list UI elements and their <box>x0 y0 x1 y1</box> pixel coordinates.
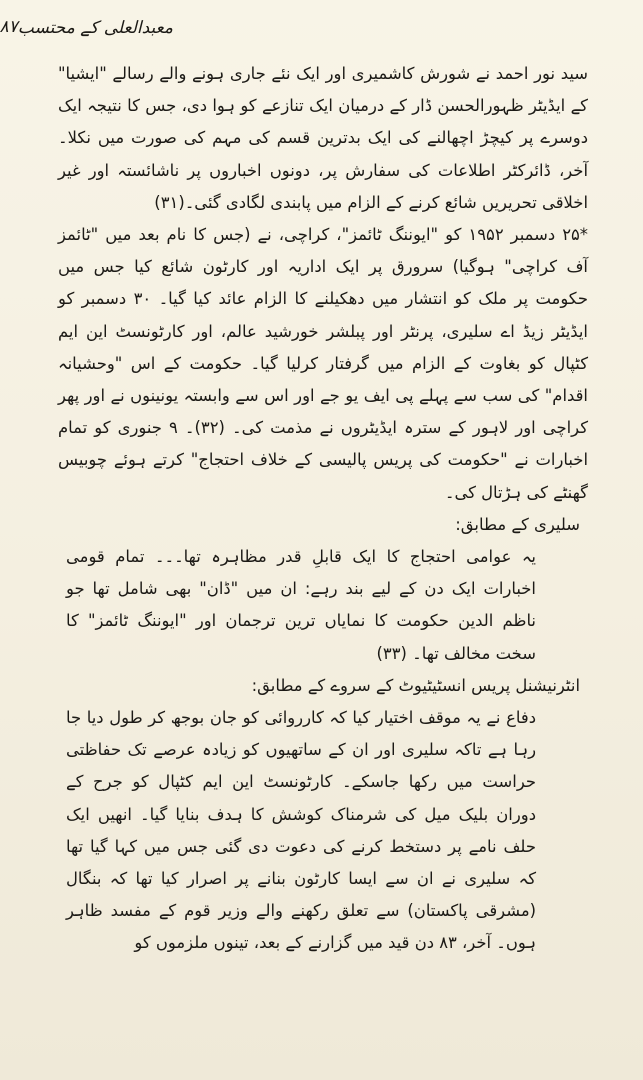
block-quote: دفاع نے یہ موقف اختیار کیا کہ کارروائی کو جان بوجھ کر طول دیا جا رہا ہے تاکہ سلیری اور ان کے ساتھیوں کو زیادہ عرصے تک حفاظتی حراست میں رکھا جاسکے۔ کارٹونسٹ این ایم کٹپال کو جرح کے دوران بلیک میل کی شرمناک کوشش کا ہدف بنایا گیا۔ انھیں ایک حلف نامے پر دستخط کرنے کی دعوت دی گئی جس میں کہا گیا تھا کہ سلیری نے ان سے ایسا کارٹون بنانے پر اصرار کیا تھا کہ بنگال (مشرقی پاکستان) سے تعلق رکھنے والے وزیر قوم کے مفسد ظاہر ہوں۔ آخر، ۸۳ دن قید میں گزارنے کے بعد، تینوں ملزموں کو <box>66 708 536 953</box>
page-number: ۸۷ <box>0 17 18 37</box>
block-quote: یہ عوامی احتجاج کا ایک قابلِ قدر مظاہرہ تھا۔۔۔ تمام قومی اخبارات ایک دن کے لیے بند رہے: ان میں "ڈان" بھی شامل تھا جو ناظم الدین حکومت کا نمایاں ترین ترجمان اور "ایوننگ ٹائمز" کا سخت مخالف تھا۔ (۳۳) <box>66 547 536 663</box>
paragraph-body: سید نور احمد نے شورش کاشمیری اور ایک نئے جاری ہونے والے رسالے "ایشیا" کے ایڈیٹر ظہورالحسن ڈار کے درمیان ایک تنازعے کو ہوا دی، جس کا نتیجہ ایک دوسرے پر کیچڑ اچھالنے کی ایک بدترین قسم کی مہم کی صورت میں نکلا۔ آخر، ڈائرکٹر اطلاعات کی سفارش پر، دونوں اخباروں پر ناشائستہ اور غیر اخلاقی تحریریں شائع کرنے کے الزام میں پابندی لگادی گئی۔(۳۱) <box>58 64 588 212</box>
page-body <box>58 58 588 960</box>
quote-intro: سلیری کے مطابق: <box>455 514 580 534</box>
paragraph-body: *۲۵ دسمبر ۱۹۵۲ کو "ایوننگ ٹائمز"، کراچی، نے (جس کا نام بعد میں "ٹائمز آف کراچی" ہوگیا) سرورق پر ایک اداریہ اور کارٹون شائع کیا جس میں حکومت پر ملک کو انتشار میں دھکیلنے کا الزام عائد کیا گیا۔ ۳۰ دسمبر کو ایڈیٹر زیڈ اے سلیری، پرنٹر اور پبلشر خورشید عالم، اور کارٹونسٹ این ایم کٹپال کو بغاوت کے الزام میں گرفتار کرلیا گیا۔ حکومت کے اس "وحشیانہ اقدام" کی سب سے پہلے پی ایف یو جے اور اس سے وابستہ یونینوں نے اور پھر کراچی اور لاہور کے سترہ ایڈیٹروں نے مذمت کی۔ (۳۲)۔ ۹ جنوری کو تمام اخبارات نے "حکومت کی پریس پالیسی کے خلاف احتجاج" کرتے ہوئے چوبیس گھنٹے کی ہڑتال کی۔ <box>58 225 589 502</box>
page-header <box>0 12 173 42</box>
running-head: معبدالعلی کے محتسب <box>17 17 173 38</box>
quote-intro: انٹرنیشنل پریس انسٹیٹیوٹ کے سروے کے مطابق: <box>251 675 580 695</box>
